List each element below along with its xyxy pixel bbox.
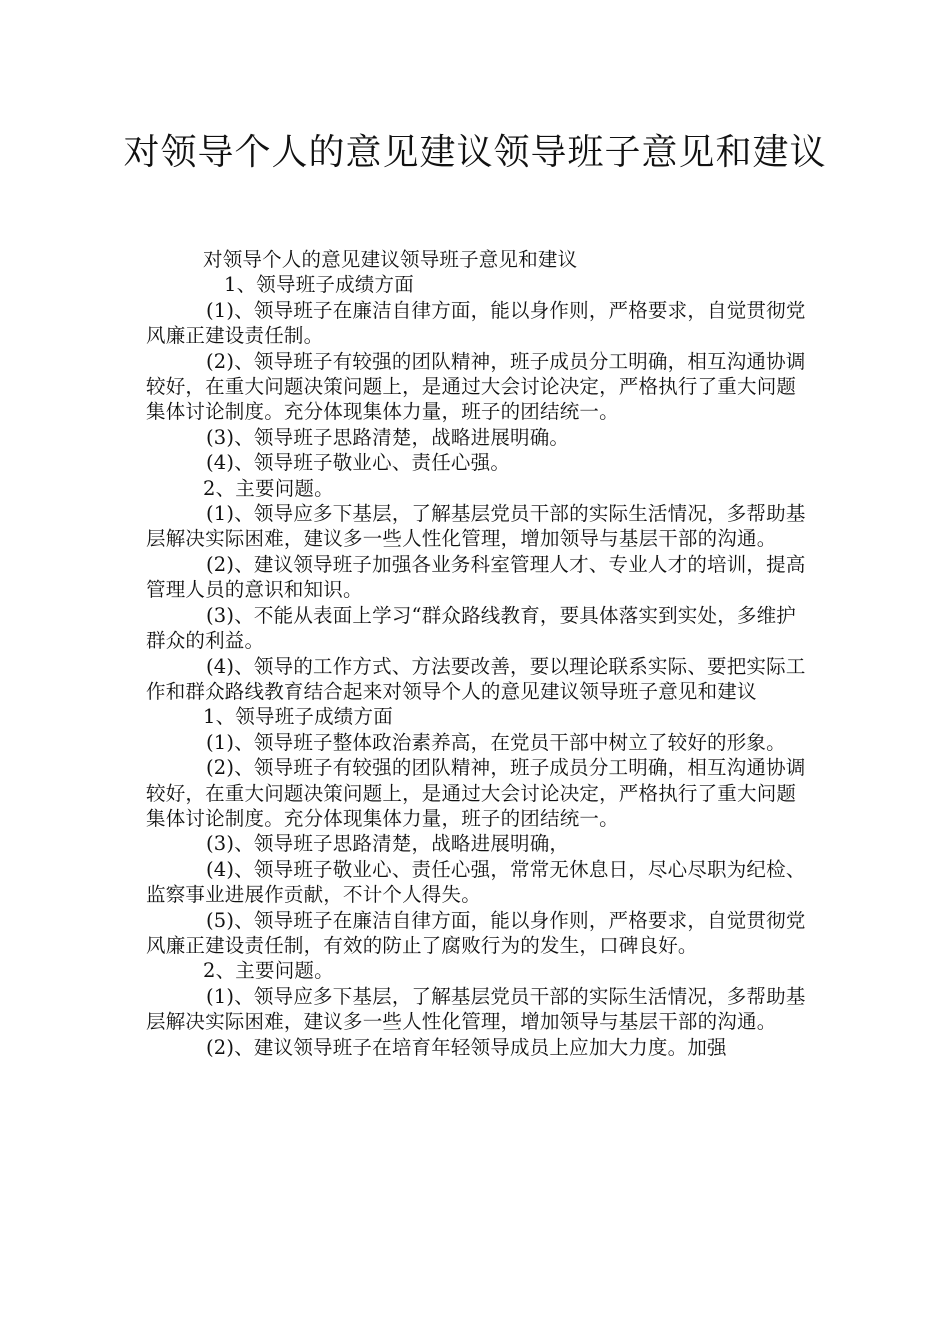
section-heading: 2、主要问题。 bbox=[203, 476, 334, 500]
body-paragraph: (1)、领导班子在廉洁自律方面，能以身作则，严格要求，自觉贯彻党风廉正建设责任制。 bbox=[146, 298, 806, 348]
body-paragraph: (1)、领导班子整体政治素养高，在党员干部中树立了较好的形象。 bbox=[206, 730, 786, 754]
body-paragraph: 对领导个人的意见建议领导班子意见和建议 bbox=[203, 248, 578, 271]
document-title: 对领导个人的意见建议领导班子意见和建议 bbox=[123, 132, 827, 173]
body-paragraph: (5)、领导班子在廉洁自律方面，能以身作则，严格要求，自觉贯彻党风廉正建设责任制，有效的防止了腐败行为的发生，口碑良好。 bbox=[146, 908, 806, 957]
body-paragraph: (1)、领导应多下基层，了解基层党员干部的实际生活情况，多帮助基层解决实际困难，建议多一些人性化管理，增加领导与基层干部的沟通。 bbox=[146, 984, 806, 1034]
body-paragraph: (2)、领导班子有较强的团队精神，班子成员分工明确，相互沟通协调较好，在重大问题决策问题上，是通过大会讨论决定，严格执行了重大问题集体讨论制度。充分体现集体力量，班子的团结统一。 bbox=[146, 349, 806, 424]
body-paragraph: (3)、领导班子思路清楚，战略进展明确。 bbox=[206, 425, 570, 449]
body-paragraph: (2)、领导班子有较强的团队精神，班子成员分工明确，相互沟通协调较好，在重大问题决策问题上，是通过大会讨论决定，严格执行了重大问题集体讨论制度。充分体现集体力量，班子的团结统一。 bbox=[146, 756, 806, 830]
body-paragraph: (4)、领导的工作方式、方法要改善，要以理论联系实际、要把实际工作和群众路线教育结合起来对领导个人的意见建议领导班子意见和建议 bbox=[146, 654, 806, 703]
document-body bbox=[146, 247, 810, 1060]
body-paragraph: (4)、领导班子敬业心、责任心强，常常无休息日，尽心尽职为纪检、监察事业进展作贡献，不计个人得失。 bbox=[146, 857, 806, 907]
body-paragraph: (2)、建议领导班子加强各业务科室管理人才、专业人才的培训，提高管理人员的意识和知识。 bbox=[146, 552, 806, 602]
body-paragraph: (4)、领导班子敬业心、责任心强。 bbox=[206, 451, 511, 475]
section-heading: 1、领导班子成绩方面 bbox=[203, 705, 393, 729]
body-paragraph: (3)、领导班子思路清楚，战略进展明确， bbox=[206, 832, 570, 856]
body-paragraph: (3)、不能从表面上学习“群众路线教育，要具体落实到实处，多维护群众的利益。 bbox=[146, 603, 796, 653]
section-heading: 2、主要问题。 bbox=[203, 959, 334, 983]
section-heading: 1、领导班子成绩方面 bbox=[224, 273, 414, 297]
body-paragraph: (1)、领导应多下基层，了解基层党员干部的实际生活情况，多帮助基层解决实际困难，建议多一些人性化管理，增加领导与基层干部的沟通。 bbox=[146, 502, 806, 551]
body-paragraph: (2)、建议领导班子在培育年轻领导成员上应加大力度。加强 bbox=[206, 1035, 727, 1059]
